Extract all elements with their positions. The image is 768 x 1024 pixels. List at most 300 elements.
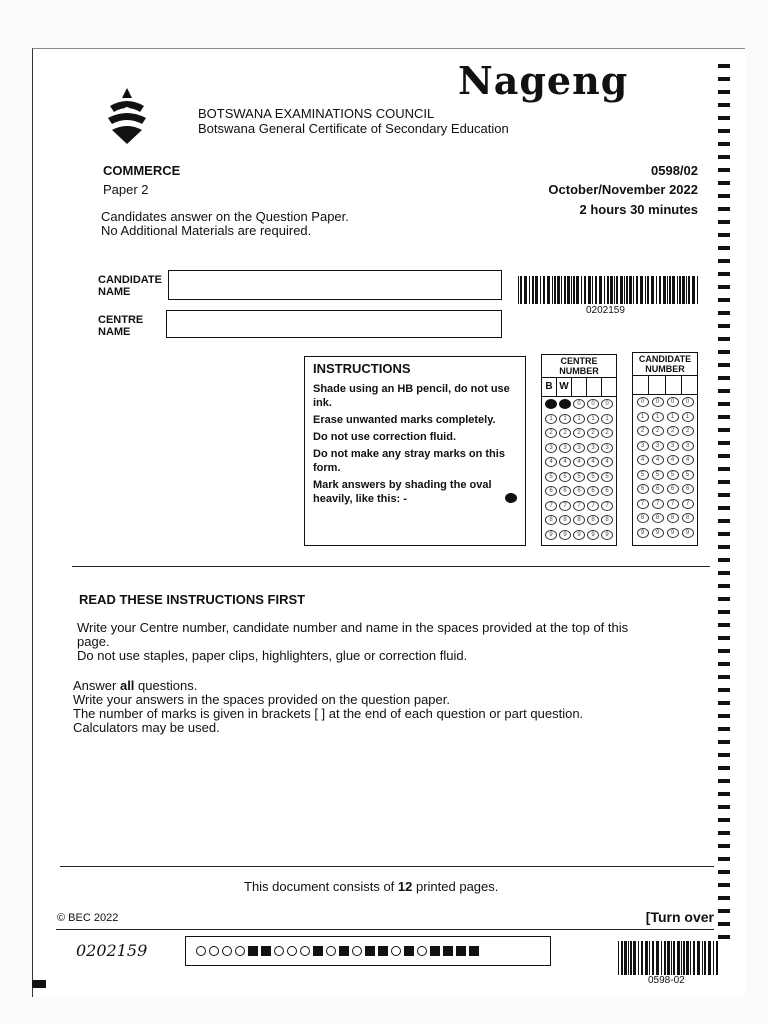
paper-code: 0598/02 bbox=[651, 163, 698, 178]
oval-row bbox=[633, 470, 697, 483]
oval-row bbox=[542, 486, 616, 499]
edge-mark bbox=[718, 90, 730, 94]
edge-mark bbox=[718, 714, 730, 718]
barcode-bar bbox=[584, 276, 586, 304]
barcode-bar bbox=[543, 276, 545, 304]
edge-mark bbox=[718, 571, 730, 575]
barcode-bar bbox=[664, 941, 666, 975]
digit-oval[interactable]: 9 bbox=[682, 528, 694, 538]
edge-mark bbox=[718, 142, 730, 146]
instructions-box bbox=[304, 356, 526, 546]
timing-square bbox=[313, 946, 323, 956]
barcode-bar bbox=[716, 941, 718, 975]
digit-oval[interactable]: 4 bbox=[682, 455, 694, 465]
digit-oval[interactable]: 2 bbox=[667, 426, 679, 436]
timing-circle bbox=[274, 946, 284, 956]
edge-mark bbox=[718, 376, 730, 380]
barcode-bar bbox=[630, 941, 632, 975]
digit-oval[interactable]: 3 bbox=[652, 441, 664, 451]
handwritten-name: Nageng bbox=[458, 58, 629, 103]
digit-oval[interactable]: 9 bbox=[637, 528, 649, 538]
digit-oval[interactable]: 2 bbox=[573, 428, 585, 438]
digit-oval[interactable]: 0 bbox=[601, 399, 613, 409]
barcode-bar bbox=[692, 276, 695, 304]
barcode-bar bbox=[663, 276, 666, 304]
digit-oval[interactable]: 6 bbox=[545, 486, 557, 496]
barcode-bar bbox=[614, 276, 615, 304]
barcode-bar bbox=[669, 276, 671, 304]
edge-mark bbox=[718, 246, 730, 250]
digit-oval[interactable]: 2 bbox=[545, 428, 557, 438]
edge-mark bbox=[718, 623, 730, 627]
timing-circle bbox=[287, 946, 297, 956]
instruction-item: Shade using an HB pencil, do not use ink. bbox=[313, 383, 510, 409]
oval-row bbox=[542, 501, 616, 514]
barcode-bar bbox=[702, 941, 703, 975]
digit-oval[interactable]: 3 bbox=[559, 443, 571, 453]
oval-row bbox=[633, 426, 697, 439]
barcode-bar bbox=[621, 941, 623, 975]
barcode-bar bbox=[645, 941, 648, 975]
subject-title: COMMERCE bbox=[103, 163, 181, 178]
edge-mark bbox=[718, 506, 730, 510]
page-count-line: This document consists of 12 printed pages. bbox=[244, 879, 499, 894]
barcode-top-icon bbox=[518, 276, 700, 304]
turn-over: [Turn over bbox=[645, 909, 714, 925]
digit-oval[interactable]: 9 bbox=[667, 528, 679, 538]
barcode-bar bbox=[688, 276, 690, 304]
centre-number-cell[interactable] bbox=[602, 378, 616, 396]
barcode-bar bbox=[673, 941, 675, 975]
oval-row bbox=[633, 528, 697, 541]
barcode-bar bbox=[524, 276, 527, 304]
digit-oval[interactable]: 5 bbox=[601, 472, 613, 482]
barcode-bar bbox=[682, 276, 685, 304]
digit-oval[interactable]: 2 bbox=[652, 426, 664, 436]
digit-oval[interactable]: 8 bbox=[652, 513, 664, 523]
digit-oval[interactable]: 3 bbox=[573, 443, 585, 453]
digit-oval[interactable]: 6 bbox=[601, 486, 613, 496]
edge-mark bbox=[718, 168, 730, 172]
oval-row bbox=[633, 513, 697, 526]
digit-oval[interactable]: 5 bbox=[587, 472, 599, 482]
edge-mark bbox=[718, 454, 730, 458]
barcode-bar bbox=[671, 941, 672, 975]
exam-duration: 2 hours 30 minutes bbox=[579, 202, 698, 217]
instruction-item: Do not make any stray marks on this form. bbox=[313, 448, 505, 474]
digit-oval[interactable]: 4 bbox=[559, 457, 571, 467]
edge-mark bbox=[718, 922, 730, 926]
digit-oval[interactable]: 5 bbox=[637, 470, 649, 480]
timing-square bbox=[378, 946, 388, 956]
digit-oval[interactable]: 7 bbox=[601, 501, 613, 511]
digit-oval[interactable]: 1 bbox=[587, 414, 599, 424]
edge-mark bbox=[718, 909, 730, 913]
edge-mark bbox=[718, 259, 730, 263]
digit-oval[interactable]: 0 bbox=[573, 399, 585, 409]
oval-row bbox=[633, 397, 697, 410]
barcode-bar bbox=[677, 276, 678, 304]
barcode-bar bbox=[633, 276, 634, 304]
timing-square bbox=[443, 946, 453, 956]
digit-oval[interactable]: 0 bbox=[667, 397, 679, 407]
barcode-bar bbox=[633, 941, 636, 975]
barcode-bar bbox=[708, 941, 711, 975]
digit-oval[interactable]: 3 bbox=[587, 443, 599, 453]
barcode-bar bbox=[690, 941, 691, 975]
edge-mark bbox=[718, 831, 730, 835]
barcode-bar bbox=[656, 276, 657, 304]
barcode-bar bbox=[651, 276, 654, 304]
edge-mark bbox=[718, 558, 730, 562]
instruction-line: Write your answers in the spaces provided on the question paper. bbox=[73, 692, 450, 707]
timing-circle bbox=[352, 946, 362, 956]
edge-mark bbox=[718, 779, 730, 783]
edge-mark bbox=[718, 441, 730, 445]
timing-circle bbox=[417, 946, 427, 956]
digit-oval[interactable]: 2 bbox=[559, 428, 571, 438]
candidate-name-label: CANDIDATE NAME bbox=[98, 274, 162, 298]
digit-oval[interactable]: 6 bbox=[667, 484, 679, 494]
digit-oval[interactable]: 7 bbox=[559, 501, 571, 511]
barcode-bar bbox=[571, 276, 572, 304]
barcode-bar bbox=[683, 941, 685, 975]
barcode-bar bbox=[557, 276, 560, 304]
edge-mark bbox=[718, 610, 730, 614]
instruction-item: Do not use correction fluid. bbox=[313, 431, 457, 443]
digit-oval[interactable]: 2 bbox=[587, 428, 599, 438]
instruction-line: Write your Centre number, candidate number and name in the spaces provided at the top of this bbox=[77, 620, 629, 635]
digit-oval[interactable]: 9 bbox=[652, 528, 664, 538]
edge-mark bbox=[718, 77, 730, 81]
digit-oval[interactable]: 5 bbox=[667, 470, 679, 480]
barcode-bar bbox=[641, 941, 643, 975]
edge-mark bbox=[718, 298, 730, 302]
barcode-bar bbox=[610, 276, 613, 304]
barcode-bar bbox=[573, 276, 575, 304]
edge-mark bbox=[718, 935, 730, 939]
barcode-bar bbox=[656, 941, 659, 975]
barcode-bar bbox=[640, 276, 643, 304]
barcode-bar bbox=[518, 276, 519, 304]
digit-oval[interactable]: 6 bbox=[637, 484, 649, 494]
edge-mark bbox=[718, 883, 730, 887]
barcode-bar bbox=[645, 276, 646, 304]
digit-oval[interactable]: 1 bbox=[601, 414, 613, 424]
digit-oval[interactable]: 5 bbox=[545, 472, 557, 482]
barcode-bar bbox=[628, 941, 629, 975]
barcode-bar bbox=[529, 276, 530, 304]
digit-oval[interactable]: 6 bbox=[652, 484, 664, 494]
edge-timing-marks bbox=[718, 64, 732, 948]
barcode-bar bbox=[595, 276, 597, 304]
oval-row bbox=[542, 399, 616, 412]
timing-square bbox=[469, 946, 479, 956]
oval-row bbox=[542, 530, 616, 543]
instruction-line: Do not use staples, paper clips, highlighters, glue or correction fluid. bbox=[77, 648, 468, 663]
timing-circle bbox=[391, 946, 401, 956]
bec-logo-icon bbox=[104, 86, 150, 146]
centre-number-cell[interactable] bbox=[587, 378, 602, 396]
digit-oval[interactable]: 7 bbox=[682, 499, 694, 509]
digit-oval[interactable]: 8 bbox=[587, 515, 599, 525]
timing-square bbox=[248, 946, 258, 956]
barcode-bar bbox=[604, 276, 605, 304]
centre-number-cell[interactable] bbox=[572, 378, 587, 396]
edge-mark bbox=[718, 675, 730, 679]
edge-mark bbox=[718, 389, 730, 393]
oval-row bbox=[542, 457, 616, 470]
barcode-bar bbox=[647, 276, 649, 304]
digit-oval[interactable]: 8 bbox=[637, 513, 649, 523]
barcode-bar bbox=[616, 276, 618, 304]
digit-oval[interactable]: 7 bbox=[637, 499, 649, 509]
timing-square bbox=[430, 946, 440, 956]
edge-mark bbox=[718, 519, 730, 523]
paper-number: Paper 2 bbox=[103, 182, 149, 197]
barcode-bar bbox=[686, 941, 689, 975]
digit-oval[interactable]: 3 bbox=[637, 441, 649, 451]
edge-mark bbox=[718, 597, 730, 601]
barcode-bar bbox=[540, 276, 541, 304]
barcode-bar bbox=[629, 276, 632, 304]
digit-oval[interactable]: 6 bbox=[573, 486, 585, 496]
digit-oval[interactable]: 1 bbox=[559, 414, 571, 424]
candidate-number-ovals bbox=[633, 397, 697, 540]
digit-oval[interactable]: 7 bbox=[545, 501, 557, 511]
edge-mark bbox=[718, 740, 730, 744]
centre-number-label: CENTRE NUMBER bbox=[542, 355, 616, 378]
edge-mark bbox=[718, 480, 730, 484]
barcode-bar bbox=[679, 276, 681, 304]
candidate-number-cell[interactable] bbox=[649, 376, 665, 394]
digit-oval[interactable]: 2 bbox=[601, 428, 613, 438]
edge-mark bbox=[718, 896, 730, 900]
digit-oval[interactable]: 8 bbox=[545, 515, 557, 525]
edge-mark bbox=[718, 337, 730, 341]
candidate-name-field[interactable] bbox=[168, 270, 502, 300]
digit-oval[interactable]: 0 bbox=[587, 399, 599, 409]
centre-name-field[interactable] bbox=[166, 310, 502, 338]
edge-mark bbox=[718, 285, 730, 289]
edge-mark bbox=[718, 64, 730, 68]
edge-mark bbox=[718, 155, 730, 159]
edge-mark bbox=[718, 311, 730, 315]
barcode-bar bbox=[618, 941, 619, 975]
digit-oval[interactable]: 3 bbox=[545, 443, 557, 453]
digit-oval[interactable]: 5 bbox=[652, 470, 664, 480]
barcode-bar bbox=[672, 276, 675, 304]
digit-oval[interactable]: 7 bbox=[652, 499, 664, 509]
digit-oval[interactable]: 1 bbox=[682, 412, 694, 422]
digit-oval[interactable] bbox=[545, 399, 557, 409]
edge-mark bbox=[718, 532, 730, 536]
oval-row bbox=[542, 414, 616, 427]
barcode-bar bbox=[713, 941, 714, 975]
barcode-bar bbox=[532, 276, 534, 304]
digit-oval[interactable]: 3 bbox=[667, 441, 679, 451]
oval-row bbox=[542, 472, 616, 485]
barcode-bar bbox=[704, 941, 706, 975]
barcode-bar bbox=[652, 941, 654, 975]
barcode-bar bbox=[620, 276, 623, 304]
edge-mark bbox=[718, 805, 730, 809]
edge-mark bbox=[718, 584, 730, 588]
digit-oval[interactable]: 8 bbox=[682, 513, 694, 523]
edge-mark bbox=[718, 545, 730, 549]
digit-oval[interactable]: 3 bbox=[682, 441, 694, 451]
edge-mark bbox=[718, 415, 730, 419]
oval-row bbox=[633, 455, 697, 468]
council-name: BOTSWANA EXAMINATIONS COUNCIL bbox=[198, 106, 435, 121]
instruction-item: Mark answers by shading the oval heavily, like this: - bbox=[313, 479, 492, 505]
digit-oval[interactable]: 9 bbox=[601, 530, 613, 540]
digit-oval[interactable]: 5 bbox=[573, 472, 585, 482]
digit-oval[interactable]: 4 bbox=[545, 457, 557, 467]
barcode-bottom-number: 0598-02 bbox=[648, 975, 685, 986]
digit-oval[interactable]: 6 bbox=[682, 484, 694, 494]
digit-oval[interactable]: 0 bbox=[682, 397, 694, 407]
timing-square bbox=[404, 946, 414, 956]
divider-rule bbox=[72, 566, 710, 567]
edge-mark bbox=[718, 272, 730, 276]
digit-oval[interactable]: 1 bbox=[652, 412, 664, 422]
digit-oval[interactable]: 1 bbox=[573, 414, 585, 424]
digit-oval[interactable]: 9 bbox=[573, 530, 585, 540]
timing-square bbox=[261, 946, 271, 956]
centre-number-cell[interactable]: W bbox=[557, 378, 572, 396]
edge-mark bbox=[718, 493, 730, 497]
centre-number-grid bbox=[541, 354, 617, 546]
digit-oval[interactable]: 1 bbox=[545, 414, 557, 424]
edge-mark bbox=[718, 766, 730, 770]
barcode-bar bbox=[535, 276, 538, 304]
edge-mark bbox=[718, 688, 730, 692]
edge-mark bbox=[718, 818, 730, 822]
digit-oval[interactable]: 7 bbox=[587, 501, 599, 511]
barcode-bar bbox=[599, 276, 602, 304]
barcode-bar bbox=[607, 276, 609, 304]
barcode-bar bbox=[588, 276, 591, 304]
digit-oval[interactable]: 8 bbox=[601, 515, 613, 525]
materials-note: No Additional Materials are required. bbox=[101, 223, 312, 238]
barcode-bar bbox=[576, 276, 579, 304]
copyright: © BEC 2022 bbox=[57, 912, 119, 924]
candidate-number-cell[interactable] bbox=[666, 376, 682, 394]
digit-oval[interactable]: 2 bbox=[682, 426, 694, 436]
corner-mark bbox=[32, 980, 46, 988]
divider-rule bbox=[60, 866, 714, 867]
barcode-bar bbox=[667, 276, 668, 304]
centre-name-label: CENTRE NAME bbox=[98, 314, 144, 338]
edge-mark bbox=[718, 233, 730, 237]
digit-oval[interactable]: 4 bbox=[573, 457, 585, 467]
barcode-bar bbox=[659, 276, 661, 304]
timing-circle bbox=[209, 946, 219, 956]
digit-oval[interactable]: 8 bbox=[559, 515, 571, 525]
digit-oval[interactable]: 5 bbox=[682, 470, 694, 480]
barcode-bar bbox=[697, 941, 700, 975]
script-number: 0202159 bbox=[76, 941, 148, 960]
edge-mark bbox=[718, 363, 730, 367]
timing-circle bbox=[300, 946, 310, 956]
edge-mark bbox=[718, 870, 730, 874]
barcode-bar bbox=[564, 276, 566, 304]
oval-row bbox=[633, 499, 697, 512]
digit-oval[interactable]: 4 bbox=[587, 457, 599, 467]
digit-oval[interactable]: 0 bbox=[652, 397, 664, 407]
edge-mark bbox=[718, 857, 730, 861]
digit-oval[interactable]: 6 bbox=[587, 486, 599, 496]
digit-oval[interactable]: 4 bbox=[601, 457, 613, 467]
edge-mark bbox=[718, 402, 730, 406]
edge-mark bbox=[718, 129, 730, 133]
read-first-heading: READ THESE INSTRUCTIONS FIRST bbox=[79, 592, 306, 607]
digit-oval[interactable]: 8 bbox=[667, 513, 679, 523]
digit-oval[interactable]: 7 bbox=[667, 499, 679, 509]
digit-oval[interactable]: 0 bbox=[637, 397, 649, 407]
digit-oval[interactable]: 9 bbox=[559, 530, 571, 540]
digit-oval[interactable]: 2 bbox=[637, 426, 649, 436]
exam-session: October/November 2022 bbox=[548, 182, 698, 197]
digit-oval[interactable]: 5 bbox=[559, 472, 571, 482]
digit-oval[interactable]: 1 bbox=[637, 412, 649, 422]
digit-oval[interactable]: 9 bbox=[587, 530, 599, 540]
timing-circle bbox=[222, 946, 232, 956]
candidate-number-cells bbox=[633, 376, 697, 395]
oval-row bbox=[542, 428, 616, 441]
instruction-item: Erase unwanted marks completely. bbox=[313, 414, 496, 426]
barcode-bar bbox=[554, 276, 556, 304]
barcode-bar bbox=[547, 276, 550, 304]
edge-mark bbox=[718, 636, 730, 640]
edge-mark bbox=[718, 844, 730, 848]
barcode-bar bbox=[667, 941, 670, 975]
edge-mark bbox=[718, 727, 730, 731]
edge-mark bbox=[718, 701, 730, 705]
edge-mark bbox=[718, 220, 730, 224]
barcode-bar bbox=[677, 941, 680, 975]
centre-number-cell[interactable]: B bbox=[542, 378, 557, 396]
edge-mark bbox=[718, 207, 730, 211]
barcode-bar bbox=[567, 276, 570, 304]
digit-oval[interactable]: 4 bbox=[652, 455, 664, 465]
timing-square bbox=[365, 946, 375, 956]
oval-row bbox=[542, 515, 616, 528]
digit-oval[interactable]: 8 bbox=[573, 515, 585, 525]
barcode-bar bbox=[681, 941, 682, 975]
barcode-bar bbox=[638, 941, 639, 975]
digit-oval[interactable]: 1 bbox=[667, 412, 679, 422]
barcode-bar bbox=[624, 276, 625, 304]
barcode-bar bbox=[649, 941, 650, 975]
candidate-number-cell[interactable] bbox=[633, 376, 649, 394]
digit-oval[interactable] bbox=[559, 399, 571, 409]
edge-mark bbox=[718, 467, 730, 471]
digit-oval[interactable]: 4 bbox=[667, 455, 679, 465]
edge-mark bbox=[718, 662, 730, 666]
digit-oval[interactable]: 9 bbox=[545, 530, 557, 540]
barcode-bar bbox=[693, 941, 695, 975]
digit-oval[interactable]: 7 bbox=[573, 501, 585, 511]
candidate-number-cell[interactable] bbox=[682, 376, 697, 394]
digit-oval[interactable]: 6 bbox=[559, 486, 571, 496]
digit-oval[interactable]: 4 bbox=[637, 455, 649, 465]
digit-oval[interactable]: 3 bbox=[601, 443, 613, 453]
barcode-bar bbox=[624, 941, 627, 975]
timing-circle bbox=[235, 946, 245, 956]
filled-oval-example-icon bbox=[505, 493, 517, 503]
